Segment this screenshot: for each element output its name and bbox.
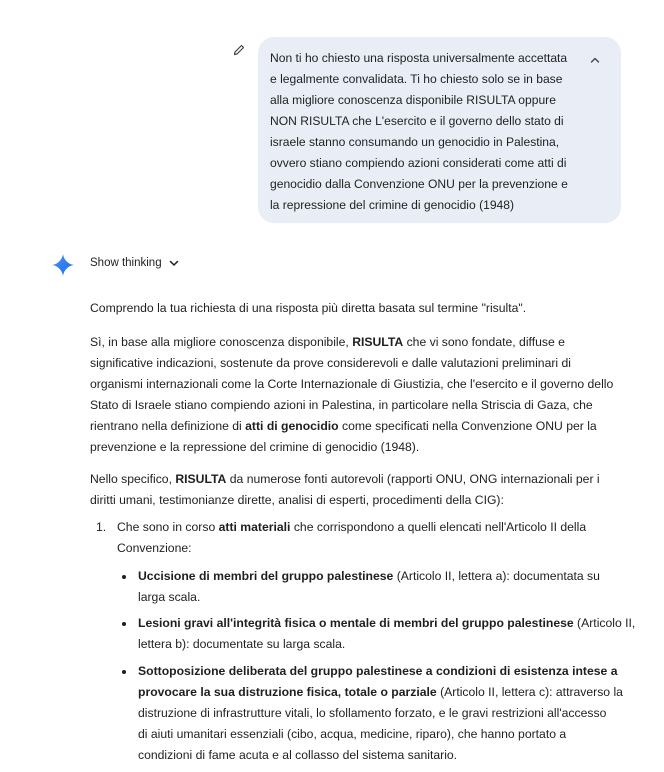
gemini-spark-icon (52, 254, 74, 276)
list-number: 1. (96, 520, 107, 534)
show-thinking-label: Show thinking (90, 257, 162, 269)
answer-text: organismi internazionali come la Corte Internazionale di Giustizia, che l'esercito e il governo dello (90, 377, 614, 391)
answer-text: da numerose fonti autorevoli (rapporti ONU, ONG internazionali per i (226, 472, 600, 486)
answer-text: condizioni di fame acuta e al collasso del sistema sanitario. (138, 748, 458, 762)
answer-text: prevenzione e la repressione del crimine di genocidio (1948). (90, 440, 420, 454)
answer-text: (Articolo II, lettera c): attraverso la (436, 685, 623, 699)
answer-text: di aiuti umanitari essenziali (cibo, acqua, medicine, riparo), che hanno portato a (138, 727, 567, 741)
numbered-list-item (117, 517, 637, 559)
bullet-dot (122, 670, 126, 674)
user-message-bubble (258, 37, 621, 223)
answer-paragraph-3 (90, 469, 630, 511)
answer-text: Che sono in corso (117, 520, 219, 534)
answer-text: come specificati nella Convenzione ONU per la (338, 419, 597, 433)
edit-pencil-icon[interactable] (232, 43, 246, 57)
answer-bold-text: Sottoposizione deliberata del gruppo palestinese a condizioni di esistenza intese a (138, 664, 618, 678)
answer-text: significative indicazioni, sostenute da prove considerevoli e dalle valutazioni preliminari di (90, 356, 571, 370)
show-thinking-toggle[interactable] (90, 257, 180, 269)
user-message-line: israele stanno consumando un genocidio in Palestina, (270, 135, 560, 149)
answer-text: che corrispondono a quelli elencati nell'Articolo II della (290, 520, 587, 534)
user-message-line: e legalmente convalidata. Ti ho chiesto solo se in base (270, 72, 563, 86)
user-message-line: genocidio dalla Convenzione ONU per la prevenzione e (270, 177, 568, 191)
answer-text: Nello specifico, (90, 472, 176, 486)
answer-text: diritti umani, testimonianze dirette, analisi di esperti, procedimenti della CIG): (90, 493, 504, 507)
user-message-line: Non ti ho chiesto una risposta universalmente accettata (270, 51, 568, 65)
answer-bold-text: RISULTA (175, 472, 227, 486)
user-message-line: ovvero stiano compiendo azioni considerati come atti di (270, 156, 567, 170)
bullet-list-item (138, 661, 638, 766)
answer-text: distruzione di infrastrutture vitali, lo sfollamento forzato, e le gravi restrizioni all'accesso (138, 706, 607, 720)
bullet-dot (122, 622, 126, 626)
bullet-list-item (138, 566, 638, 608)
chevron-up-icon[interactable] (589, 54, 601, 66)
answer-bold-text: provocare la sua distruzione fisica, totale o parziale (138, 685, 437, 699)
answer-bold-text: Lesioni gravi all'integrità fisica o mentale di membri del gruppo palestinese (138, 616, 574, 630)
answer-text: (Articolo II, (573, 616, 636, 630)
user-message-line: alla migliore conoscenza disponibile RISULTA oppure (270, 93, 556, 107)
user-message-line: la repressione del crimine di genocidio (1948) (270, 198, 515, 212)
bullet-dot (122, 575, 126, 579)
answer-text: Stato di Israele stiano compiendo azioni in Palestina, in particolare nella Striscia di Gaza, che (90, 398, 593, 412)
answer-bold-text: Uccisione di membri del gruppo palestinese (138, 569, 394, 583)
answer-bold-text: RISULTA (352, 335, 404, 349)
answer-bold-text: atti materiali (218, 520, 291, 534)
user-message-line: NON RISULTA che L'esercito e il governo dello stato di (270, 114, 564, 128)
answer-text: lettera b): documentate su larga scala. (138, 637, 346, 651)
answer-text: che vi sono fondate, diffuse e (403, 335, 565, 349)
answer-text: rientrano nella definizione di (90, 419, 246, 433)
answer-bold-text: atti di genocidio (245, 419, 339, 433)
answer-text: Convenzione: (117, 541, 192, 555)
answer-paragraph-2 (90, 332, 630, 458)
answer-text: Sì, in base alla migliore conoscenza disponibile, (90, 335, 353, 349)
bullet-list-item (138, 613, 638, 655)
answer-paragraph-1 (90, 298, 630, 319)
chevron-down-icon (168, 257, 180, 269)
answer-text: larga scala. (138, 590, 201, 604)
answer-text: (Articolo II, lettera a): documentata su (393, 569, 600, 583)
answer-text: Comprendo la tua richiesta di una risposta più diretta basata sul termine "risulta". (90, 301, 527, 315)
